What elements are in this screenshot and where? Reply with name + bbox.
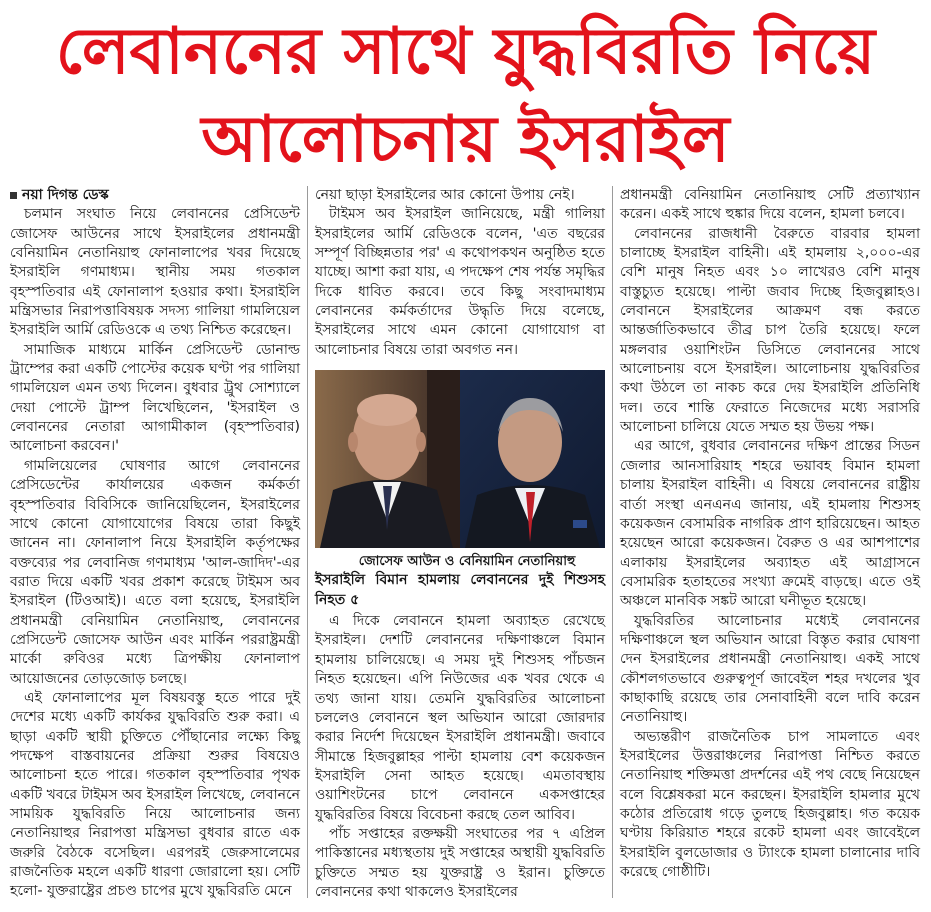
subheading: ইসরাইলি বিমান হামলায় লেবাননের দুই শিশুসহ নিহত ৫ [315,572,605,608]
paragraph: এর আগে, বুধবার লেবাননের দক্ষিণ প্রান্তের সিডন জেলার আনসারিয়াহ শহরে ভয়াবহ বিমান হামলা চালায় ইসরাইল বাহিনী। এ বিষয়ে লেবাননের রাষ্ট্রীয় বার্তা সংস্থা এনএনএ জানায়, এই হামলায় শিশুসহ কয়েকজন বেসামরিক নাগরিক প্রাণ হারিয়েছেন। আহত হয়েছেন আরো কয়েকজন। বৈরুত ও এর আশপাশের এলাকায় ইসরাইলের অব্যাহত এই আগ্রাসনে বেসামরিক হতাহতের সংখ্যা ক্রমেই বাড়ছে। এতে ওই অঞ্চলে মানবিক সঙ্কট আরো ঘনীভূত হয়েছে। [620,438,920,610]
headline-line-1: লেবাননের সাথে যুদ্ধবিরতি নিয়ে [55,15,876,89]
paragraph: যুদ্ধবিরতির আলোচনার মধ্যেই লেবাননের দক্ষিণাঞ্চলে স্থল অভিযান আরো বিস্তৃত করার ঘোষণা দেন ইসরাইলের প্রধানমন্ত্রী নেতানিয়াহু। একই সাথে কৌশলগতভাবে গুরুত্বপূর্ণ জাবেইল শহর দখলের খুব কাছাকাছি রয়েছে তার সেনাবাহিনী বলে দাবি করেন নেতানিয়াহু। [620,612,920,726]
news-photo [315,370,605,548]
paragraph: চলমান সংঘাত নিয়ে লেবাননের প্রেসিডেন্ট জোসেফ আউনের সাথে ইসরাইলের প্রধানমন্ত্রী বেনিয়ামিন নেতানিয়াহু ফোনালাপের খবর দিয়েছে ইসরাইলি গণমাধ্যম। স্থানীয় সময় গতকাল বৃহস্পতিবার এই ফোনালাপ হওয়ার কথা। ইসরাইলি মন্ত্রিসভার নিরাপত্তাবিষয়ক সদস্য গালিয়া গামলিয়েল ইসরাইলি আর্মি রেডিওকে এ তথ্য নিশ্চিত করেছেন। [10,206,300,339]
column-1 [10,186,300,902]
paragraph: পাঁচ সপ্তাহের রক্তক্ষয়ী সংঘাতের পর ৭ এপ্রিল পাকিস্তানের মধ্যস্থতায় দুই সপ্তাহের অস্থায়ী যুদ্ধবিরতি চুক্তিতে সম্মত হয় যুক্তরাষ্ট্র ও ইরান। চুক্তিতে লেবাননের কথা থাকলেও ইসরাইলের [315,825,605,900]
headline [0,8,931,184]
paragraph: প্রধানমন্ত্রী বেনিয়ামিন নেতানিয়াহু সেটি প্রত্যাখ্যান করেন। একই সাথে হুঙ্কার দিয়ে বলেন, হামলা চলবে। [620,187,920,223]
photo-caption: জোসেফ আউন ও বেনিয়ামিন নেতানিয়াহু [358,554,576,570]
column-divider [612,186,613,898]
photo-joseph-aoun-netanyahu [315,370,605,548]
column-3 [620,186,920,882]
dateline: নয়া দিগন্ত ডেস্ক [10,186,300,205]
paragraph: লেবাননের রাজধানী বৈরুতে বারবার হামলা চালাচ্ছে ইসরাইল বাহিনী। এই হামলায় ২,০০০-এর বেশি মানুষ নিহত এবং ১০ লাখেরও বেশি মানুষ বাস্তুচ্যুত হয়েছে। পাল্টা জবাব দিচ্ছে হিজবুল্লাহও। লেবাননে ইসরাইলের আক্রমণ বন্ধ করতে আন্তর্জাতিকভাবে তীব্র চাপ তৈরি হয়েছে। ফলে মঙ্গলবার ওয়াশিংটন ডিসিতে লেবাননের সাথে আলোচনায় বসে ইসরাইল। আলোচনায় যুদ্ধবিরতির কথা উঠলে তা নাকচ করে দেয় ইসরাইলি প্রতিনিধি দল। তবে শান্তি ফেরাতে নিজেদের মধ্যে সরাসরি আলোচনা চালিয়ে যেতে সম্মত হয় উভয় পক্ষ। [620,225,920,436]
column-divider [307,186,308,898]
paragraph: নেয়া ছাড়া ইসরাইলের আর কোনো উপায় নেই। [315,187,575,203]
headline-line-2: আলোচনায় ইসরাইল [201,103,730,177]
paragraph: অভ্যন্তরীণ রাজনৈতিক চাপ সামলাতে এবং ইসরাইলের উত্তরাঞ্চলের নিরাপত্তা নিশ্চিত করতে নেতানিয়াহু শক্তিমত্তা প্রদর্শনের এই পথ বেছে নিয়েছেন বলে বিশ্লেষকরা মনে করছেন। ইসরাইলি হামলার মুখে কঠোর প্রতিরোধ গড়ে তুলছে হিজবুল্লাহ। গত কয়েক ঘণ্টায় কিরিয়াত শহরে রকেট হামলা এবং জাবেইলে ইসরাইলি বুলডোজার ও ট্যাংকে হামলা চালানোর দাবি করেছে গোষ্ঠীটি। [620,728,920,881]
bullet-icon [10,192,17,199]
column-2 [315,186,605,902]
paragraph: এ দিকে লেবাননে হামলা অব্যাহত রেখেছে ইসরাইল। দেশটি লেবাননের দক্ষিণাঞ্চলে বিমান হামলায় চালিয়েছে। এ সময় দুই শিশুসহ পাঁচজন নিহত হয়েছেন। এপি নিউজের এক খবর থেকে এ তথ্য জানা যায়। তেমনি যুদ্ধবিরতির আলোচনা চললেও লেবাননে স্থল অভিযান আরো জোরদার করার নির্দেশ দিয়েছেন ইসরাইলি প্রধানমন্ত্রী। জবাবে সীমান্তে হিজবুল্লাহর পাল্টা হামলায় বেশ কয়েকজন ইসরাইলি সেনা আহত হয়েছে। এমতাবস্থায় ওয়াশিংটনের চাপে লেবাননে একসপ্তাহের যুদ্ধবিরতির বিষয়ে বিবেচনা করছে তেল আবিব। [315,613,605,823]
paragraph: সামাজিক মাধ্যমে মার্কিন প্রেসিডেন্ট ডোনাল্ড ট্রাম্পের করা একটি পোস্টের কয়েক ঘণ্টা পর গালিয়া গামলিয়েল এমন তথ্য দিলেন। বুধবার ট্রুথ সোশ্যালে দেয়া পোস্টে ট্রাম্প লিখেছিলেন, 'ইসরাইল ও লেবাননের নেতারা আগামীকাল (বৃহস্পতিবার) আলোচনা করবেন।' [10,341,300,455]
paragraph: টাইমস অব ইসরাইল জানিয়েছে, মন্ত্রী গালিয়া ইসরাইলের আর্মি রেডিওকে বলেন, 'এত বছরের সম্পূর্ণ বিচ্ছিন্নতার পর' এ কথোপকথন অনুষ্ঠিত হতে যাচ্ছে। আশা করা যায়, এ পদক্ষেপ শেষ পর্যন্ত সমৃদ্ধির দিকে ধাবিত করবে। তবে কিছু সংবাদমাধ্যম লেবাননের কর্মকর্তাদের উদ্ধৃতি দিয়ে বলেছে, ইসরাইলের সাথে এমন কোনো যোগাযোগ বা আলোচনার বিষয়ে তারা অবগত নন। [315,206,605,358]
paragraph: গামলিয়েলের ঘোষণার আগে লেবাননের প্রেসিডেন্টের কার্যালয়ের একজন কর্মকর্তা বৃহস্পতিবার বিবিসিকে জানিয়েছিলেন, ইসরাইলের সাথে কোনো যোগাযোগের বিষয়ে তারা কিছুই জানেন না। ফোনালাপ নিয়ে ইসরাইলি কর্তৃপক্ষের বক্তব্যের পর লেবানিজ গণমাধ্যম 'আল-জাদিদ'-এর বরাত দিয়ে একটি খবর প্রকাশ করেছে টাইমস অব ইসরাইল (টিওআই)। এতে বলা হয়েছে, ইসরাইলি প্রধানমন্ত্রী বেনিয়ামিন নেতানিয়াহু, লেবাননের প্রেসিডেন্ট জোসেফ আউন এবং মার্কিন পররাষ্ট্রমন্ত্রী মার্কো রুবিওর মধ্যে ত্রিপক্ষীয় ফোনালাপ আয়োজনের তোড়জোড় চলছে। [10,457,300,687]
paragraph: এই ফোনালাপের মূল বিষয়বস্তু হতে পারে দুই দেশের মধ্যে একটি কার্যকর যুদ্ধবিরতি শুরু করা। এ ছাড়া একটি স্থায়ী চুক্তিতে পৌঁছানোর লক্ষ্যে কিছু পদক্ষেপ বাস্তবায়নের প্রক্রিয়া শুরুর বিষয়েও আলোচনা হতে পারে। গতকাল বৃহস্পতিবার পৃথক একটি খবরে টাইমস অব ইসরাইল লিখেছে, লেবাননে সাময়িক যুদ্ধবিরতি নিয়ে আলোচনার জন্য নেতানিয়াহুর নিরাপত্তা মন্ত্রিসভা বুধবার রাতে এক জরুরি বৈঠকে বসেছিল। এরপরই জেরুসালেমের রাজনৈতিক মহলে একটি ধারণা জোরালো হয়। সেটি হলো- যুক্তরাষ্ট্রের প্রচণ্ড চাপের মুখে যুদ্ধবিরতি মেনে [10,689,300,900]
